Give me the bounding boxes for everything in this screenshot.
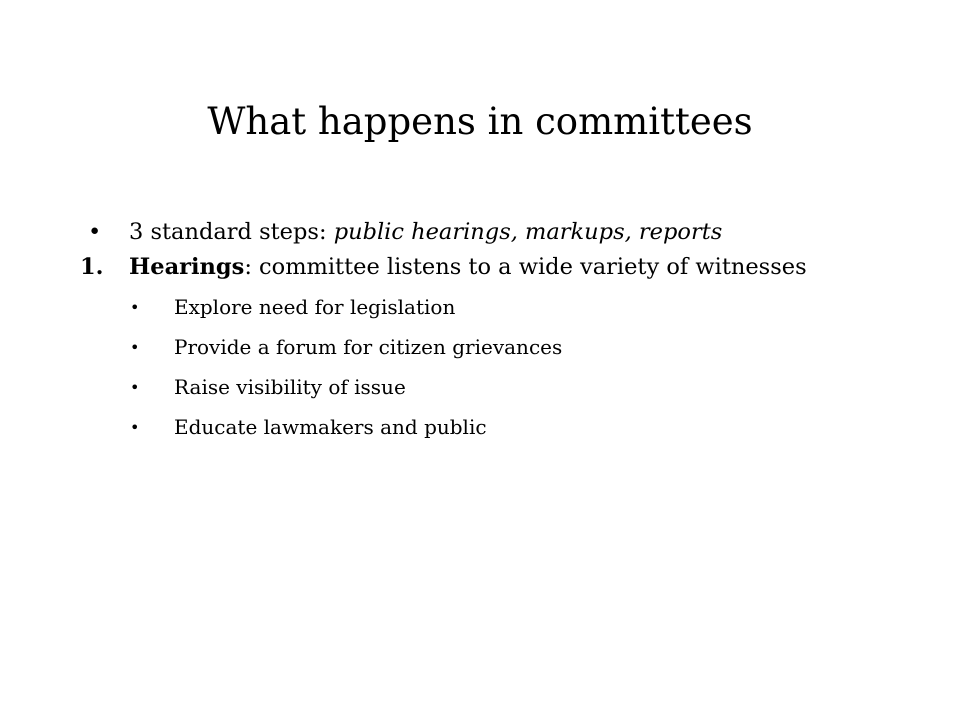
- subbullet-item: [80, 415, 880, 440]
- bullet-item-steps: [80, 218, 880, 247]
- hearings-sublist: [80, 295, 880, 440]
- numbered-bold-text: Hearings: [129, 254, 245, 281]
- number-marker: 1.: [80, 254, 104, 281]
- subbullet-item: [80, 295, 880, 320]
- subbullet-text: Explore need for legislation: [174, 294, 456, 319]
- bullet-emphasis-text: public hearings, markups, reports: [333, 219, 723, 245]
- subbullet-text: Raise visibility of issue: [174, 374, 406, 399]
- bullet-marker: •: [88, 219, 102, 245]
- subbullet-marker: •: [130, 377, 140, 397]
- subbullet-marker: •: [130, 297, 140, 317]
- subbullet-text: Provide a forum for citizen grievances: [174, 334, 563, 359]
- bullet-lead-text: 3 standard steps:: [129, 219, 334, 245]
- subbullet-marker: •: [130, 337, 140, 357]
- numbered-item-hearings: [80, 253, 880, 282]
- slide-content: [80, 210, 880, 455]
- numbered-rest-text: : committee listens to a wide variety of witnesses: [244, 254, 807, 281]
- bullet-text: [129, 218, 880, 247]
- numbered-text: [129, 253, 880, 282]
- subbullet-item: [80, 375, 880, 400]
- subbullet-item: [80, 335, 880, 360]
- slide-title: What happens in committees: [207, 100, 753, 143]
- subbullet-marker: •: [130, 417, 140, 437]
- subbullet-text: Educate lawmakers and public: [174, 414, 487, 439]
